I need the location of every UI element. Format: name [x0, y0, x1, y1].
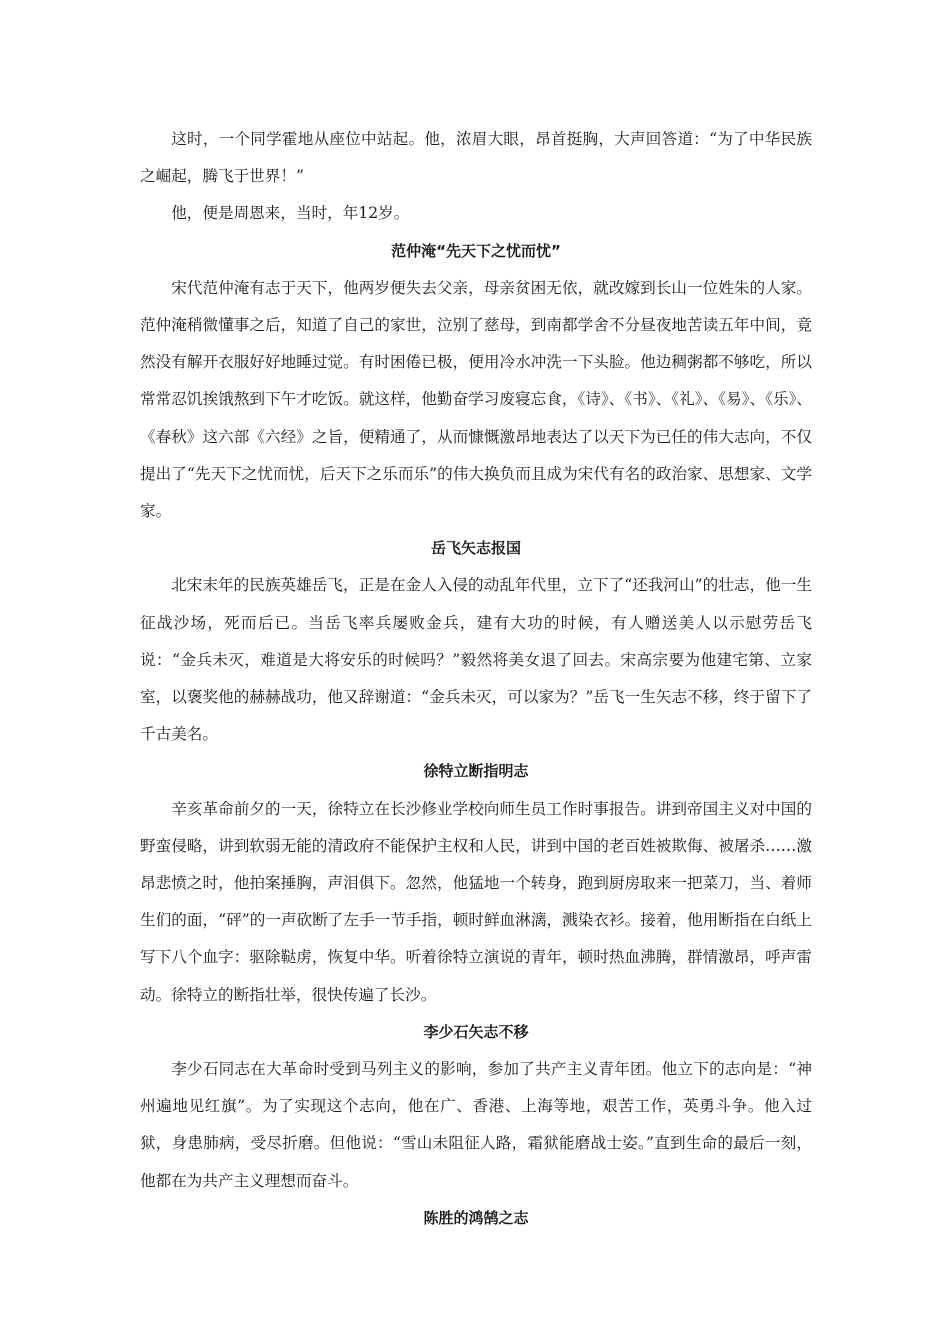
section-fan-zhongyan [140, 233, 812, 531]
paragraph: 他，便是周恩来，当时，年12岁。 [171, 204, 410, 223]
section-li-shaoshi [140, 1014, 812, 1200]
paragraph: 辛亥革命前夕的一天，徐特立在长沙修业学校向师生员工作时事报告。讲到帝国主义对中国的野蛮侵略，讲到软弱无能的清政府不能保护主权和人民，讲到中国的老百姓被欺侮、被屠杀……激昂悲愤之时，他拍案捶胸，声泪俱下。忽然，他猛地一个转身，跑到厨房取来一把菜刀，当、着师生们的面，“砰”的一声砍断了左手一节手指，顿时鲜血淋漓，溅染衣衫。接着，他用断指在白纸上写下八个血字：驱除鞑虏，恢复中华。听着徐特立演说的青年，顿时热血沸腾，群情激昂，呼声雷动。徐特立的断指壮举，很快传遍了长沙。 [140, 799, 812, 1004]
section-intro [140, 121, 812, 233]
paragraph: 李少石同志在大革命时受到马列主义的影响，参加了共产主义青年团。他立下的志向是：“神州遍地见红旗”。为了实现这个志向，他在广、香港、上海等地，艰苦工作，英勇斗争。他入过狱，身患肺病，受尽折磨。但他说：“雪山未阻征人路，霜狱能磨战士姿。”直到生命的最后一刻，他都在为共产主义理想而奋斗。 [140, 1060, 812, 1190]
document-page [140, 121, 812, 1237]
paragraph: 北宋末年的民族英雄岳飞，正是在金人入侵的动乱年代里，立下了“还我河山”的壮志，他一生征战沙场，死而后已。当岳飞率兵屡败金兵，建有大功的时候，有人赠送美人以示慰劳岳飞说：“金兵未灭，难道是大将安乐的时候吗？”毅然将美女退了回去。宋高宗要为他建宅第、立家室，以褒奖他的赫赫战功，他又辞谢道：“金兵未灭，可以家为？”岳飞一生矢志不移，终于留下了千古美名。 [140, 576, 812, 744]
section-xu-teli [140, 753, 812, 1013]
section-chen-sheng [140, 1200, 812, 1237]
section-heading: 范仲淹“先天下之忧而忧” [391, 241, 561, 260]
paragraph: 这时，一个同学霍地从座位中站起。他，浓眉大眼，昂首挺胸，大声回答道：“为了中华民族之崛起，腾飞于世界！” [140, 130, 812, 186]
section-heading: 徐特立断指明志 [423, 762, 529, 781]
section-heading: 岳飞矢志报国 [430, 539, 521, 558]
paragraph: 宋代范仲淹有志于天下，他两岁便失去父亲，母亲贫困无依，就改嫁到长山一位姓朱的人家。范仲淹稍微懂事之后，知道了自己的家世，泣别了慈母，到南都学舍不分昼夜地苦读五年中间，竟然没有解开衣服好好地睡过觉。有时困倦已极，便用冷水冲洗一下头脸。他边稠粥都不够吃，所以常常忍饥挨饿熬到下午才吃饭。就这样，他勤奋学习废寝忘食，《诗》、《书》、《礼》、《易》、《乐》、《春秋》这六部《六经》之旨，便精通了，从而慷慨激昂地表达了以天下为已任的伟大志向，不仅提出了“先天下之忧而忧，后天下之乐而乐”的伟大换负而且成为宋代有名的政治家、思想家、文学家。 [140, 278, 812, 521]
section-heading: 陈胜的鸿鹄之志 [423, 1208, 529, 1227]
section-yue-fei [140, 530, 812, 753]
section-heading: 李少石矢志不移 [423, 1022, 529, 1041]
